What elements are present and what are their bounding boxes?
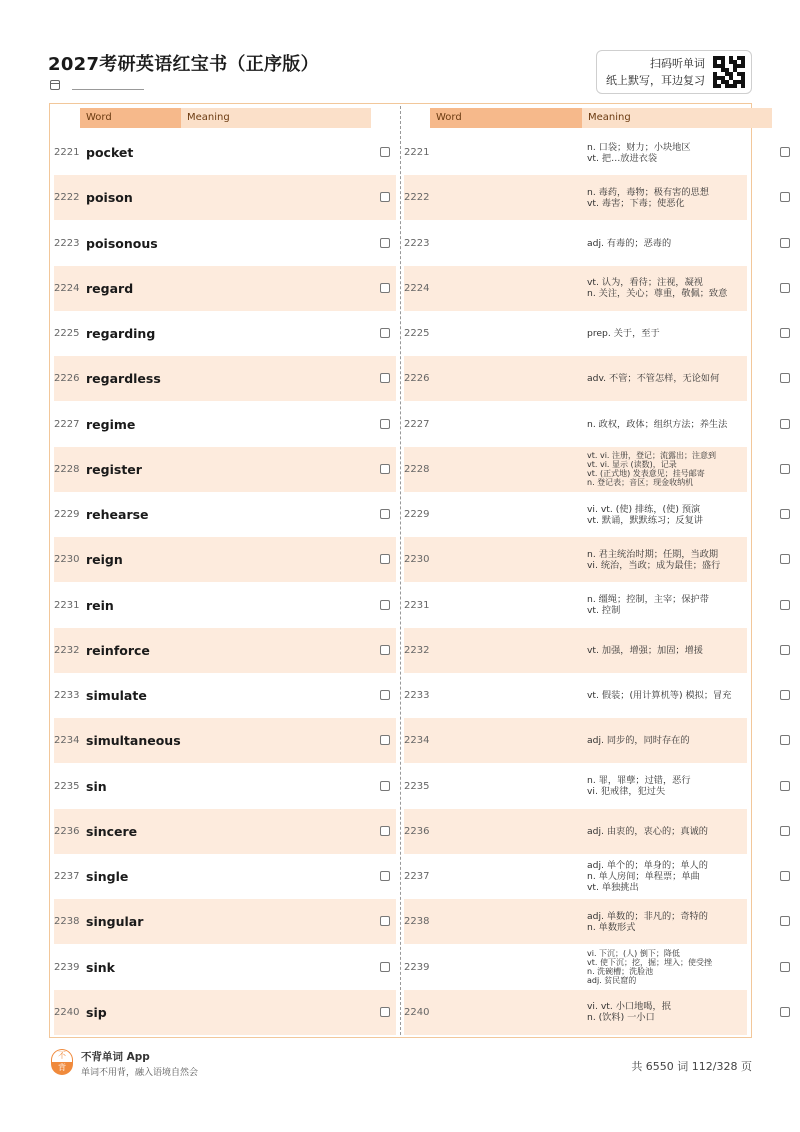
checkbox[interactable] xyxy=(380,283,390,293)
entry-number: 2237 xyxy=(404,871,430,883)
entry-meaning: vt. 假装；(用计算机等) 模拟；冒充 xyxy=(587,690,732,702)
entry-number: 2224 xyxy=(404,282,430,294)
entry-number: 2232 xyxy=(54,644,80,656)
checkbox[interactable] xyxy=(380,147,390,157)
entry-number: 2227 xyxy=(54,418,80,430)
word-row xyxy=(54,311,396,356)
app-slogan: 单词不用背，融入语境自然会 xyxy=(81,1068,199,1078)
entry-meaning: adj. 由衷的，衷心的；真诚的 xyxy=(587,825,708,837)
entry-word: poisonous xyxy=(86,235,158,251)
checkbox[interactable] xyxy=(380,871,390,881)
entry-number: 2235 xyxy=(404,780,430,792)
meaning-row xyxy=(404,175,747,220)
entry-meaning: vi. vt. 小口地喝，抿 n. (饮料) 一小口 xyxy=(587,1001,671,1024)
meaning-row xyxy=(404,628,747,673)
meaning-row xyxy=(404,492,747,537)
entry-meaning: n. 缰绳；控制，主宰；保护带 vt. 控制 xyxy=(587,594,709,617)
checkbox[interactable] xyxy=(380,419,390,429)
entry-word: reign xyxy=(86,552,123,568)
entry-meaning: n. 毒药，毒物；极有害的思想 vt. 毒害；下毒；使恶化 xyxy=(587,186,709,209)
date-row xyxy=(50,80,144,90)
meaning-row xyxy=(404,311,747,356)
entry-meaning: n. 罪，罪孽；过错，恶行 vi. 犯戒律，犯过失 xyxy=(587,775,691,798)
meaning-row xyxy=(404,447,747,492)
entry-meaning: vi. vt. (使) 排练，(使) 预演 vt. 默诵，默默练习；反复讲 xyxy=(587,503,703,526)
entry-word: rehearse xyxy=(86,507,149,523)
entry-meaning: n. 口袋；财力；小块地区 vt. 把…放进衣袋 xyxy=(587,141,691,164)
entry-number: 2233 xyxy=(404,690,430,702)
qr-caption-line1: 扫码听单词 xyxy=(650,57,705,70)
entry-word: regard xyxy=(86,280,134,296)
entry-number: 2228 xyxy=(54,463,80,475)
meaning-row xyxy=(404,899,747,944)
checkbox[interactable] xyxy=(780,735,790,745)
checkbox[interactable] xyxy=(380,826,390,836)
header-word: Word xyxy=(430,108,582,128)
date-field[interactable] xyxy=(72,89,144,90)
entry-number: 2229 xyxy=(404,509,430,521)
app-logo xyxy=(51,1049,73,1075)
checkbox[interactable] xyxy=(380,645,390,655)
meaning-row xyxy=(404,854,747,899)
meaning-row xyxy=(404,402,747,447)
entry-number: 2234 xyxy=(54,735,80,747)
checkbox[interactable] xyxy=(780,781,790,791)
entry-number: 2233 xyxy=(54,690,80,702)
meaning-row xyxy=(404,718,747,763)
meaning-row xyxy=(404,130,747,175)
checkbox[interactable] xyxy=(380,373,390,383)
entry-number: 2236 xyxy=(404,825,430,837)
entry-number: 2231 xyxy=(404,599,430,611)
entry-meaning: adj. 有毒的；恶毒的 xyxy=(587,237,672,249)
entry-meaning: adj. 单数的；非凡的；奇特的 n. 单数形式 xyxy=(587,910,708,933)
entry-number: 2225 xyxy=(54,328,80,340)
checkbox[interactable] xyxy=(780,600,790,610)
entry-number: 2236 xyxy=(54,825,80,837)
entry-word: pocket xyxy=(86,145,134,161)
entry-number: 2232 xyxy=(404,644,430,656)
entry-word: rein xyxy=(86,597,114,613)
fold-line xyxy=(400,106,401,1035)
word-column-panel xyxy=(54,108,396,1034)
header-meaning: Meaning xyxy=(181,108,371,128)
entry-number: 2227 xyxy=(404,418,430,430)
entry-number: 2240 xyxy=(54,1006,80,1018)
logo-top-char: 不 xyxy=(51,1049,73,1062)
word-row xyxy=(54,718,396,763)
meaning-row xyxy=(404,673,747,718)
checkbox[interactable] xyxy=(380,962,390,972)
meaning-column-panel xyxy=(404,108,747,1034)
entry-number: 2223 xyxy=(54,237,80,249)
checkbox[interactable] xyxy=(780,554,790,564)
checkbox[interactable] xyxy=(380,192,390,202)
checkbox[interactable] xyxy=(780,373,790,383)
entry-meaning: vt. 认为，看待；注视，凝视 n. 关注，关心；尊重，敬佩；致意 xyxy=(587,277,728,300)
entry-number: 2221 xyxy=(404,147,430,159)
checkbox[interactable] xyxy=(780,826,790,836)
entry-meaning: n. 政权，政体；组织方法；养生法 xyxy=(587,418,728,430)
entry-number: 2238 xyxy=(54,916,80,928)
word-row xyxy=(54,266,396,311)
checkbox[interactable] xyxy=(780,509,790,519)
checkbox[interactable] xyxy=(380,781,390,791)
word-row xyxy=(54,221,396,266)
qr-caption xyxy=(606,55,705,89)
entry-meaning: vt. 加强，增强；加固；增援 xyxy=(587,644,703,656)
word-row xyxy=(54,130,396,175)
meaning-row xyxy=(404,809,747,854)
entry-number: 2223 xyxy=(404,237,430,249)
checkbox[interactable] xyxy=(780,147,790,157)
checkbox[interactable] xyxy=(380,600,390,610)
word-row xyxy=(54,673,396,718)
word-row xyxy=(54,990,396,1035)
checkbox[interactable] xyxy=(380,328,390,338)
entry-meaning: vi. 下沉；(人) 倒下；降低 vt. 使下沉；挖，掘；埋入；使受挫 n. 洗碗槽；洗脸池 adj. 贫民窟的 xyxy=(587,948,712,986)
entry-word: sin xyxy=(86,778,107,794)
header-meaning: Meaning xyxy=(582,108,772,128)
entry-number: 2224 xyxy=(54,282,80,294)
entry-word: regardless xyxy=(86,371,161,387)
checkbox[interactable] xyxy=(780,328,790,338)
entry-number: 2235 xyxy=(54,780,80,792)
vocab-sheet xyxy=(49,103,752,1038)
entry-number: 2225 xyxy=(404,328,430,340)
entry-word: single xyxy=(86,869,129,885)
entry-number: 2226 xyxy=(54,373,80,385)
word-row xyxy=(54,899,396,944)
word-row xyxy=(54,945,396,990)
checkbox[interactable] xyxy=(380,1007,390,1017)
entry-word: sink xyxy=(86,959,115,975)
meaning-row xyxy=(404,990,747,1035)
entry-number: 2234 xyxy=(404,735,430,747)
meaning-row xyxy=(404,945,747,990)
checkbox[interactable] xyxy=(380,238,390,248)
entry-meaning: adj. 同步的，同时存在的 xyxy=(587,735,690,747)
checkbox[interactable] xyxy=(780,464,790,474)
checkbox[interactable] xyxy=(780,916,790,926)
entry-meaning: n. 君主统治时期；任期，当政期 vi. 统治，当政；成为最佳；盛行 xyxy=(587,548,721,571)
word-row xyxy=(54,809,396,854)
meaning-row xyxy=(404,583,747,628)
checkbox[interactable] xyxy=(380,916,390,926)
checkbox[interactable] xyxy=(780,238,790,248)
checkbox[interactable] xyxy=(780,419,790,429)
checkbox[interactable] xyxy=(780,871,790,881)
checkbox[interactable] xyxy=(380,509,390,519)
entry-word: simultaneous xyxy=(86,733,181,749)
entry-word: sip xyxy=(86,1004,107,1020)
qr-caption-line2: 纸上默写，耳边复习 xyxy=(606,74,705,87)
entry-number: 2240 xyxy=(404,1006,430,1018)
entry-meaning: adv. 不管；不管怎样，无论如何 xyxy=(587,373,720,385)
entry-number: 2237 xyxy=(54,871,80,883)
entry-word: regime xyxy=(86,416,136,432)
entry-word: poison xyxy=(86,190,133,206)
entry-word: sincere xyxy=(86,823,138,839)
entry-number: 2230 xyxy=(404,554,430,566)
entry-number: 2228 xyxy=(404,463,430,475)
checkbox[interactable] xyxy=(780,192,790,202)
entry-word: reinforce xyxy=(86,642,150,658)
qr-code-icon[interactable] xyxy=(713,56,745,88)
word-row xyxy=(54,356,396,401)
checkbox[interactable] xyxy=(780,690,790,700)
meaning-row xyxy=(404,764,747,809)
header-word: Word xyxy=(80,108,181,128)
calendar-icon xyxy=(50,80,60,90)
entry-number: 2239 xyxy=(404,961,430,973)
qr-card xyxy=(596,50,752,94)
meaning-row xyxy=(404,221,747,266)
checkbox[interactable] xyxy=(380,464,390,474)
entry-word: simulate xyxy=(86,688,147,704)
word-row xyxy=(54,583,396,628)
entry-meaning: prep. 关于，至于 xyxy=(587,328,660,340)
meaning-row xyxy=(404,537,747,582)
app-name: 不背单词 App xyxy=(81,1051,150,1063)
entry-word: register xyxy=(86,461,142,477)
meaning-row xyxy=(404,266,747,311)
entry-number: 2238 xyxy=(404,916,430,928)
page-info: 共 6550 词 112/328 页 xyxy=(631,1060,752,1073)
word-row xyxy=(54,175,396,220)
entry-word: singular xyxy=(86,914,144,930)
word-row xyxy=(54,402,396,447)
word-row xyxy=(54,537,396,582)
checkbox[interactable] xyxy=(780,1007,790,1017)
checkbox[interactable] xyxy=(780,962,790,972)
entry-number: 2222 xyxy=(404,192,430,204)
entry-meaning: adj. 单个的；单身的；单人的 n. 单人房间；单程票；单曲 vt. 单独挑出 xyxy=(587,860,708,894)
checkbox[interactable] xyxy=(380,554,390,564)
entry-number: 2226 xyxy=(404,373,430,385)
checkbox[interactable] xyxy=(380,690,390,700)
checkbox[interactable] xyxy=(780,283,790,293)
logo-bottom-char: 背 xyxy=(51,1062,73,1075)
entry-number: 2239 xyxy=(54,961,80,973)
entry-number: 2222 xyxy=(54,192,80,204)
entry-word: regarding xyxy=(86,326,156,342)
word-row xyxy=(54,628,396,673)
page-title: 2027考研英语红宝书（正序版） xyxy=(48,54,319,75)
entry-meaning: vt. vi. 注册，登记；流露出；注意到 vt. vi. 显示 (读数)，记录 vt. (正式地) 发表意见；挂号邮寄 n. 登记表；音区；现金收纳机 xyxy=(587,450,716,488)
entry-number: 2230 xyxy=(54,554,80,566)
entry-number: 2231 xyxy=(54,599,80,611)
checkbox[interactable] xyxy=(780,645,790,655)
entry-number: 2229 xyxy=(54,509,80,521)
meaning-row xyxy=(404,356,747,401)
word-row xyxy=(54,764,396,809)
word-row xyxy=(54,447,396,492)
checkbox[interactable] xyxy=(380,735,390,745)
word-row xyxy=(54,854,396,899)
entry-number: 2221 xyxy=(54,147,80,159)
word-row xyxy=(54,492,396,537)
